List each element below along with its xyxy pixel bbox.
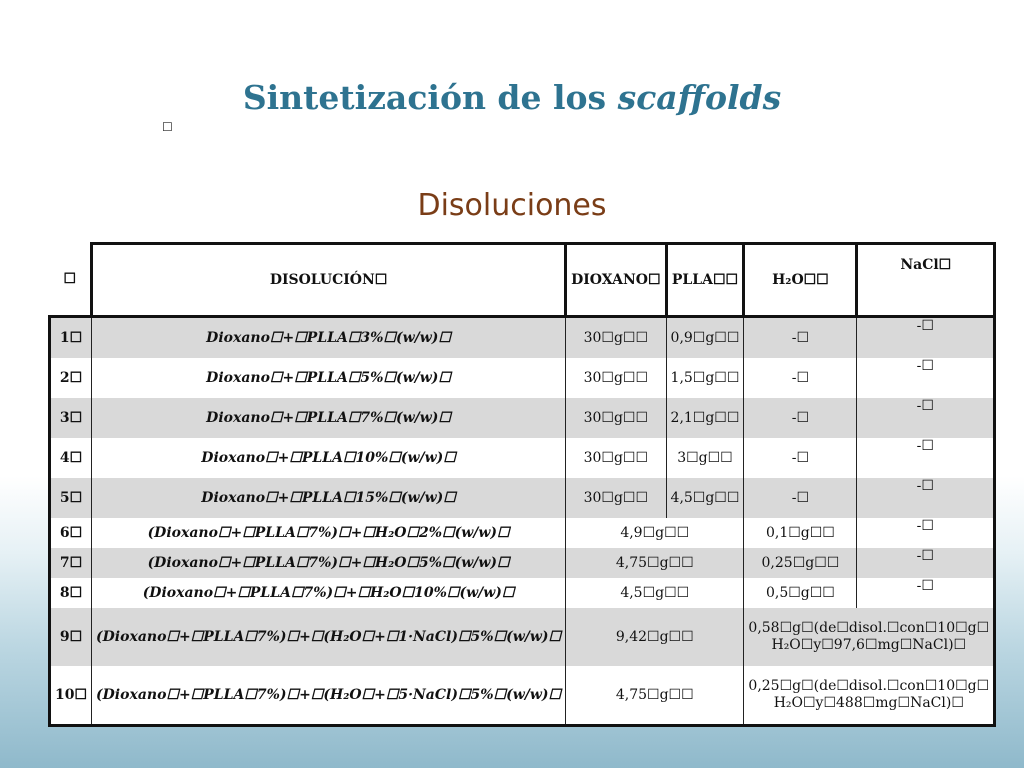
row-h2o-nacl [744, 666, 995, 726]
row-h2o: 0,1☐g☐☐ [744, 518, 857, 548]
col-header-h2o: H₂O☐☐ [744, 244, 857, 317]
row-nacl: -☐ [857, 478, 995, 518]
row-dioxano: 30☐g☐☐ [566, 398, 666, 438]
row-number: 3☐ [50, 398, 92, 438]
table-row [50, 438, 995, 478]
row-h2o: 0,5☐g☐☐ [744, 578, 857, 608]
row-disolucion: (Dioxano☐+☐PLLA☐7%)☐+☐(H₂O☐+☐1·NaCl)☐5%☐(w/w)☐ [92, 608, 566, 666]
row-disolucion: (Dioxano☐+☐PLLA☐7%)☐+☐H₂O☐2%☐(w/w)☐ [92, 518, 566, 548]
page-title-main: Sintetización de los [242, 78, 618, 117]
row-nacl: -☐ [857, 578, 995, 608]
row-number: 9☐ [50, 608, 92, 666]
table-row [50, 358, 995, 398]
row-plla: 4,5☐g☐☐ [666, 478, 744, 518]
row-disolucion: (Dioxano☐+☐PLLA☐7%)☐+☐H₂O☐5%☐(w/w)☐ [92, 548, 566, 578]
section-subtitle: Disoluciones [417, 188, 607, 223]
row-h2o: 0,25☐g☐☐ [744, 548, 857, 578]
row-nacl: -☐ [857, 518, 995, 548]
row-disolucion: Dioxano☐+☐PLLA☐5%☐(w/w)☐ [92, 358, 566, 398]
col-header-dioxano: DIOXANO☐ [566, 244, 666, 317]
row-number: 8☐ [50, 578, 92, 608]
row-dioxano: 30☐g☐☐ [566, 358, 666, 398]
row-h2o-nacl-line1: 0,58☐g☐(de☐disol.☐con☐10☐g☐ [748, 620, 990, 636]
row-plla: 2,1☐g☐☐ [666, 398, 744, 438]
row-nacl: -☐ [857, 358, 995, 398]
row-nacl: -☐ [857, 398, 995, 438]
row-mixture-mass: 4,9☐g☐☐ [566, 518, 744, 548]
row-mixture-mass: 4,75☐g☐☐ [566, 666, 744, 726]
row-h2o: -☐ [744, 358, 857, 398]
solutions-table [48, 242, 996, 727]
row-h2o-nacl-line2: H₂O☐y☐488☐mg☐NaCl)☐ [773, 695, 964, 711]
row-mixture-mass: 9,42☐g☐☐ [566, 608, 744, 666]
col-header-nacl: NaCl☐ [857, 244, 995, 317]
row-number: 1☐ [50, 317, 92, 359]
table-row [50, 578, 995, 608]
placeholder-glyph: ☐ [162, 120, 173, 134]
row-nacl: -☐ [857, 548, 995, 578]
page-title-italic: scaffolds [617, 78, 782, 117]
page-title [0, 78, 1024, 117]
row-nacl: -☐ [857, 317, 995, 359]
row-h2o-nacl-line2: H₂O☐y☐97,6☐mg☐NaCl)☐ [771, 637, 967, 653]
row-number: 5☐ [50, 478, 92, 518]
table-header-row [50, 244, 995, 317]
row-dioxano: 30☐g☐☐ [566, 438, 666, 478]
row-h2o: -☐ [744, 317, 857, 359]
row-number: 2☐ [50, 358, 92, 398]
row-dioxano: 30☐g☐☐ [566, 478, 666, 518]
row-number: 6☐ [50, 518, 92, 548]
row-dioxano: 30☐g☐☐ [566, 317, 666, 359]
row-mixture-mass: 4,75☐g☐☐ [566, 548, 744, 578]
row-number: 10☐ [50, 666, 92, 726]
table-row [50, 608, 995, 666]
table-row [50, 478, 995, 518]
row-number: 7☐ [50, 548, 92, 578]
row-disolucion: Dioxano☐+☐PLLA☐15%☐(w/w)☐ [92, 478, 566, 518]
row-number: 4☐ [50, 438, 92, 478]
table-row [50, 518, 995, 548]
col-header-plla: PLLA☐☐ [666, 244, 744, 317]
row-nacl: -☐ [857, 438, 995, 478]
row-plla: 3☐g☐☐ [666, 438, 744, 478]
row-disolucion: (Dioxano☐+☐PLLA☐7%)☐+☐H₂O☐10%☐(w/w)☐ [92, 578, 566, 608]
col-header-disolucion: DISOLUCIÓN☐ [92, 244, 566, 317]
row-disolucion: Dioxano☐+☐PLLA☐7%☐(w/w)☐ [92, 398, 566, 438]
row-disolucion: (Dioxano☐+☐PLLA☐7%)☐+☐(H₂O☐+☐5·NaCl)☐5%☐(w/w)☐ [92, 666, 566, 726]
col-header-number: ☐ [63, 271, 77, 288]
row-disolucion: Dioxano☐+☐PLLA☐10%☐(w/w)☐ [92, 438, 566, 478]
row-disolucion: Dioxano☐+☐PLLA☐3%☐(w/w)☐ [92, 317, 566, 359]
row-mixture-mass: 4,5☐g☐☐ [566, 578, 744, 608]
table-row [50, 398, 995, 438]
row-plla: 0,9☐g☐☐ [666, 317, 744, 359]
row-h2o: -☐ [744, 398, 857, 438]
row-plla: 1,5☐g☐☐ [666, 358, 744, 398]
row-h2o: -☐ [744, 438, 857, 478]
row-h2o-nacl-line1: 0,25☐g☐(de☐disol.☐con☐10☐g☐ [748, 678, 990, 694]
table-row [50, 666, 995, 726]
row-h2o-nacl [744, 608, 995, 666]
row-h2o: -☐ [744, 478, 857, 518]
table-row [50, 548, 995, 578]
table-row [50, 317, 995, 359]
